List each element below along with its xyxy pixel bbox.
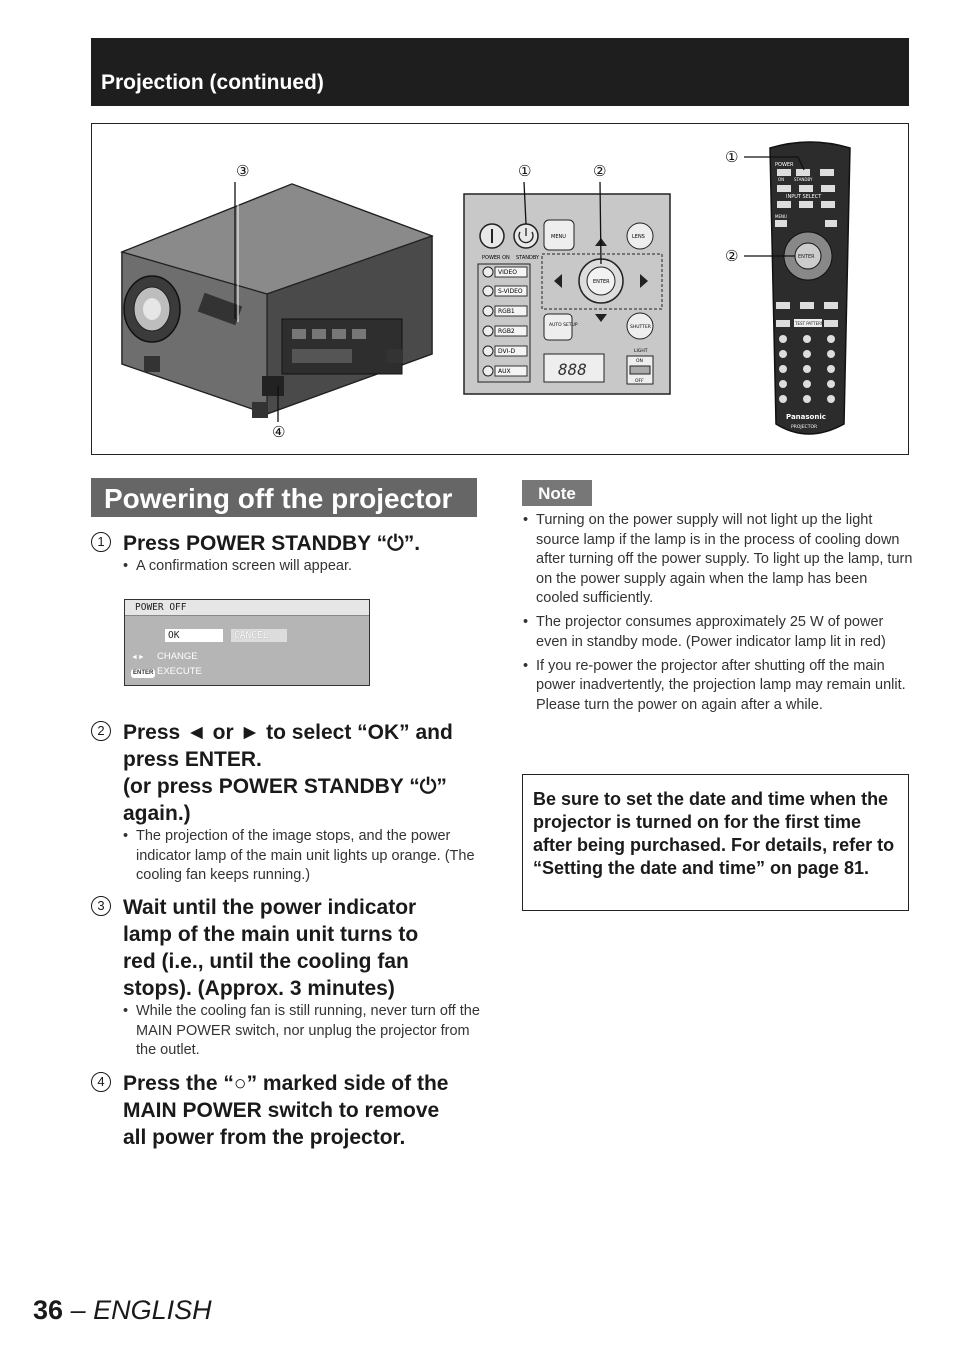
svg-text:VIDEO: VIDEO bbox=[498, 269, 518, 276]
note-item: • If you re-power the projector after shutting off the main power inadvertently, the projection lamp may remain unlit. Please turn the power on again after a while. bbox=[536, 657, 914, 716]
date-time-warning: Be sure to set the date and time when the projector is turned on for the first time after being purchased. For details, refer to “Setting the date and time” on page 81. bbox=[522, 774, 909, 911]
svg-text:ON: ON bbox=[778, 177, 785, 182]
svg-text:LIGHT: LIGHT bbox=[634, 349, 648, 354]
step-number: 1 bbox=[91, 532, 111, 552]
illustration-panel bbox=[91, 123, 909, 455]
svg-text:S-VIDEO: S-VIDEO bbox=[498, 288, 523, 295]
page-footer bbox=[33, 1292, 212, 1328]
step-title: Press ◄ or ► to select “OK” and press ENTER. (or press POWER STANDBY “⏻” again.) bbox=[123, 721, 453, 825]
svg-text:Panasonic: Panasonic bbox=[786, 413, 826, 421]
svg-text:TEST PATTERN: TEST PATTERN bbox=[795, 321, 824, 326]
step-bullet: • The projection of the image stops, and the power indicator lamp of the main unit lights up orange. (The cooling fan keeps running.) bbox=[136, 827, 481, 886]
step-title: Wait until the power indicator lamp of the main unit turns to red (i.e., until the cooling fan stops). (Approx. 3 minutes) bbox=[123, 896, 419, 1000]
callout-1-remote: ① bbox=[725, 148, 739, 166]
svg-text:888: 888 bbox=[558, 360, 587, 379]
svg-text:ENTER: ENTER bbox=[593, 279, 610, 285]
svg-text:OFF: OFF bbox=[635, 379, 644, 384]
step-bullet: • A confirmation screen will appear. bbox=[136, 557, 481, 577]
control-panel-image bbox=[464, 194, 670, 394]
svg-text:STANDBY: STANDBY bbox=[516, 255, 540, 261]
osd-change-row bbox=[131, 651, 198, 662]
page-number: 36 bbox=[33, 1295, 64, 1325]
section-header bbox=[91, 38, 909, 106]
callout-3: ③ bbox=[236, 162, 250, 180]
svg-text:LENS: LENS bbox=[632, 234, 645, 240]
left-right-arrows-icon: ◄► bbox=[131, 654, 145, 661]
svg-text:MENU: MENU bbox=[775, 214, 787, 219]
svg-text:INPUT SELECT: INPUT SELECT bbox=[786, 194, 822, 200]
step-1 bbox=[91, 530, 481, 577]
language-label: – ENGLISH bbox=[70, 1295, 212, 1325]
step-bullet: • While the cooling fan is still running, never turn off the MAIN POWER switch, nor unplug the projector from the outlet. bbox=[136, 1002, 481, 1061]
note-list bbox=[522, 511, 914, 720]
note-label: Note bbox=[522, 480, 592, 506]
step-2 bbox=[91, 719, 481, 886]
callout-2-remote: ② bbox=[725, 247, 739, 265]
step-title: Press POWER STANDBY “⏻”. bbox=[123, 532, 421, 555]
osd-cancel-option: CANCEL bbox=[231, 629, 287, 642]
osd-execute-label: EXECUTE bbox=[157, 666, 202, 677]
svg-text:RGB1: RGB1 bbox=[498, 308, 515, 315]
remote-control-image bbox=[770, 142, 850, 434]
power-off-confirmation-screen bbox=[124, 599, 370, 686]
svg-text:ON: ON bbox=[636, 359, 643, 364]
osd-change-label: CHANGE bbox=[157, 651, 198, 662]
section-title: Projection (continued) bbox=[101, 71, 324, 94]
callout-4: ④ bbox=[272, 423, 286, 441]
svg-text:DVI-D: DVI-D bbox=[498, 348, 516, 355]
osd-title: POWER OFF bbox=[125, 600, 369, 616]
callout-1-panel: ① bbox=[518, 162, 532, 180]
step-title: Press the “○” marked side of the MAIN POWER switch to remove all power from the projector. bbox=[123, 1072, 449, 1149]
step-number: 3 bbox=[91, 896, 111, 916]
svg-text:AUTO SETUP: AUTO SETUP bbox=[549, 323, 578, 328]
step-number: 4 bbox=[91, 1072, 111, 1092]
osd-ok-option: OK bbox=[165, 629, 223, 642]
svg-text:AUX: AUX bbox=[498, 368, 511, 375]
page-title: Powering off the projector bbox=[91, 478, 477, 517]
svg-text:ENTER: ENTER bbox=[798, 254, 815, 260]
osd-execute-row bbox=[131, 666, 202, 678]
note-item: • The projector consumes approximately 25 W of power even in standby mode. (Power indicator lamp lit in red) bbox=[536, 613, 914, 652]
projector-illustration bbox=[92, 124, 908, 454]
projector-body-image bbox=[122, 184, 432, 418]
callout-2-panel: ② bbox=[593, 162, 607, 180]
svg-text:POWER ON: POWER ON bbox=[482, 255, 510, 261]
step-number: 2 bbox=[91, 721, 111, 741]
svg-text:STANDBY: STANDBY bbox=[794, 177, 813, 182]
svg-text:RGB2: RGB2 bbox=[498, 328, 515, 335]
svg-text:POWER: POWER bbox=[775, 162, 794, 168]
enter-key-icon: ENTER bbox=[133, 670, 154, 676]
step-4 bbox=[91, 1070, 481, 1151]
step-3 bbox=[91, 894, 481, 1061]
svg-text:SHUTTER: SHUTTER bbox=[630, 325, 651, 330]
note-item: • Turning on the power supply will not light up the light source lamp if the lamp is in the process of cooling down after turning off the power supply. To light up the lamp, turn on the power supply again when the lamp has been cooled sufficiently. bbox=[536, 511, 914, 609]
svg-text:MENU: MENU bbox=[551, 234, 566, 240]
svg-text:PROJECTOR: PROJECTOR bbox=[791, 425, 818, 430]
